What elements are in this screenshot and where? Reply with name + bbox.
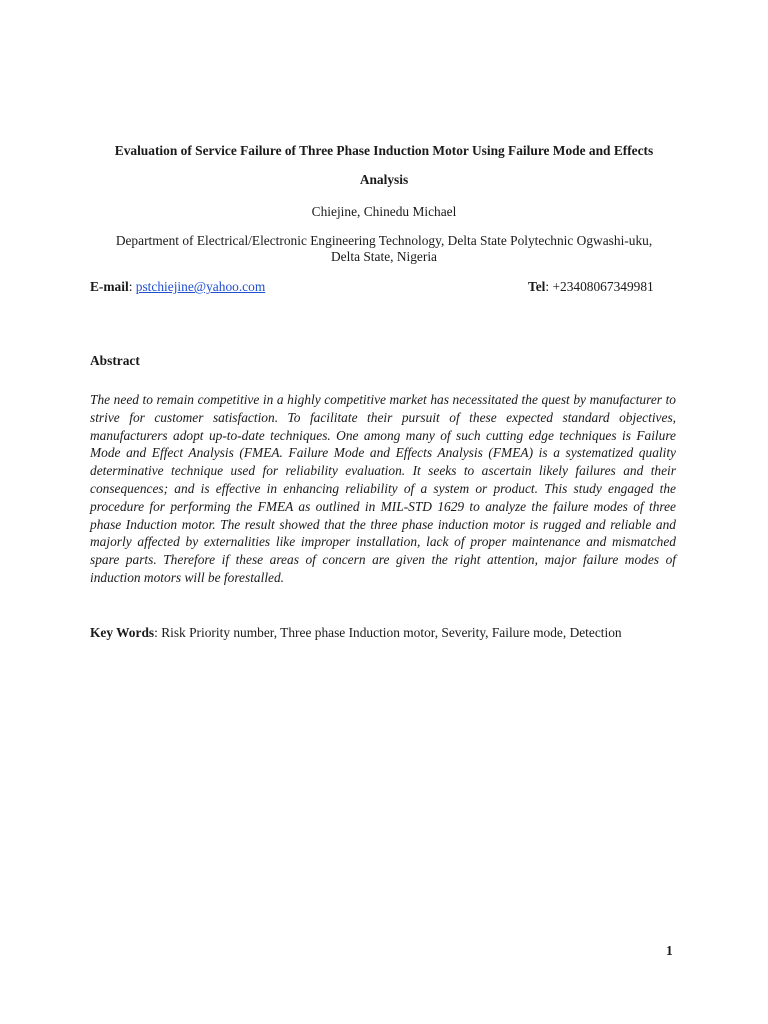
abstract-body: The need to remain competitive in a highly competitive market has necessitated the quest by manufacturer to strive for customer satisfaction. To facilitate their pursuit of these expected standard objectives, manufacturers adopt up-to-date techniques. One among many of such cutting edge techniques is Failure Mode and Effect Analysis (FMEA. Failure Mode and Effects Analysis (FMEA) is a systematized quality determinative technique used for reliability evaluation. It seeks to ascertain likely failures and their consequences; and is effective in enhancing reliability of a system or product. This study engaged the procedure for performing the FMEA as outlined in MIL-STD 1629 to analyze the failure modes of three phase Induction motor. The result showed that the three phase induction motor is rugged and reliable and majorly affected by externalities like improper installation, lack of proper maintenance and mismatched spare parts. Therefore if these areas of concern are given the right attention, major failure modes of induction motors will be forestalled. xyxy=(90,392,676,585)
tel-number: +23408067349981 xyxy=(552,279,654,294)
tel-label: Tel xyxy=(528,279,546,294)
keywords-text: Risk Priority number, Three phase Induction motor, Severity, Failure mode, Detection xyxy=(161,625,622,640)
page-number: 1 xyxy=(666,943,673,958)
abstract-heading: Abstract xyxy=(90,353,140,368)
email-link[interactable]: pstchiejine@yahoo.com xyxy=(135,279,266,294)
keywords-label: Key Words xyxy=(90,625,155,640)
email-block: E-mail: pstchiejine@yahoo.com xyxy=(90,279,266,294)
paper-title: Evaluation of Service Failure of Three Phase Induction Motor Using Failure Mode and Effects Analysis xyxy=(114,143,654,187)
email-label: E-mail xyxy=(90,279,129,294)
tel-block: Tel: +23408067349981 xyxy=(528,279,654,294)
keywords-paragraph: Key Words: Risk Priority number, Three phase Induction motor, Severity, Failure mode, Detection xyxy=(90,625,622,640)
author-affiliation: Department of Electrical/Electronic Engineering Technology, Delta State Polytechnic Ogwashi-uku, Delta State, Nigeria xyxy=(115,233,653,264)
author-name: Chiejine, Chinedu Michael xyxy=(311,204,457,219)
